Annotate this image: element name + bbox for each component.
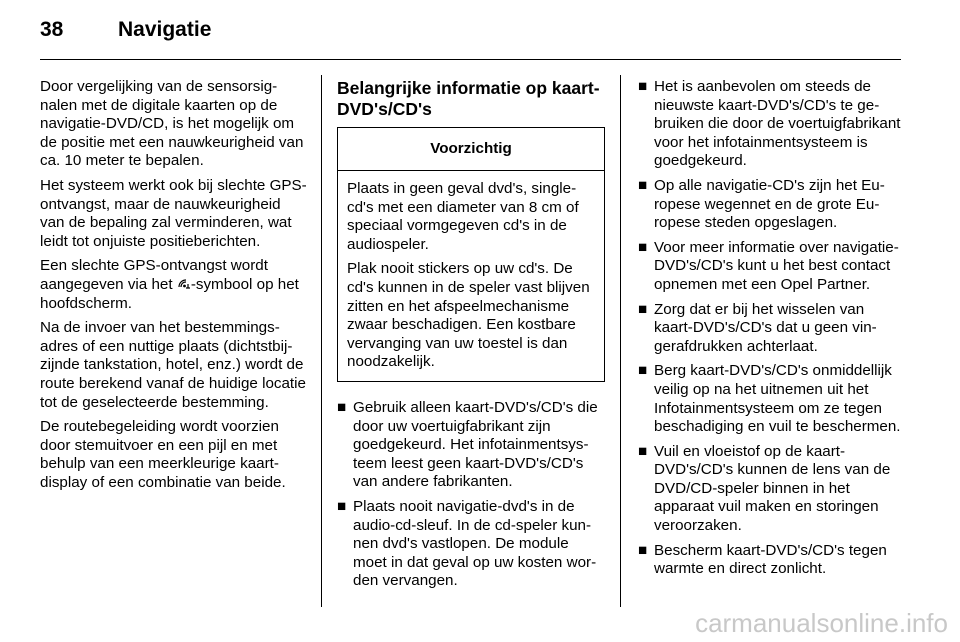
list-item-text: Plaats nooit navigatie-dvd's in de audio-cd-sleuf. In de cd-speler kunnen dvd's vastlopen. De module moet in dat geval op uw kosten worden vervangen. bbox=[353, 497, 597, 590]
caution-paragraph: Plaats in geen geval dvd's, single-cd's met een diameter van 8 cm of speciaal vormgegeven cd's in de audiospeler. bbox=[347, 180, 579, 253]
list-item bbox=[638, 239, 904, 295]
caution-paragraph: Plak nooit stickers op uw cd's. De cd's kunnen in de speler vast blijven zitten en het afspeelmechanisme zwaar beschadigen. Een kostbare vervanging van uw toestel is dan noodzakelijk. bbox=[347, 260, 590, 371]
bullet-icon: ■ bbox=[638, 442, 648, 460]
list-item bbox=[337, 498, 605, 591]
subsection-heading: Belangrijke informatie op kaart-DVD's/CD's bbox=[337, 78, 600, 119]
list-item bbox=[638, 362, 904, 436]
paragraph bbox=[40, 257, 308, 313]
column-right bbox=[638, 78, 904, 585]
header-rule bbox=[40, 59, 901, 60]
paragraph: Door vergelijking van de sensorsignalen met de digitale kaarten op de navigatie-DVD/CD, is het mogelijk om de positie met een nauwkeurigheid van ca. 10 meter te bepalen. bbox=[40, 78, 304, 170]
list-item bbox=[638, 443, 904, 536]
paragraph-text: Een slechte GPS-ontvangst wordt aangegeven via het bbox=[40, 257, 268, 293]
bullet-list bbox=[337, 399, 605, 591]
page-header bbox=[40, 18, 211, 52]
bullet-icon: ■ bbox=[638, 541, 648, 559]
list-item-text: Zorg dat er bij het wisselen van kaart-DVD's/CD's dat u geen vingerafdrukken achterlaat. bbox=[654, 300, 877, 355]
list-item-text: Vuil en vloeistof op de kaart-DVD's/CD's kunnen de lens van de DVD/CD-speler binnen in het apparaat vuil maken en storingen veroorzaken. bbox=[654, 442, 891, 535]
column-divider bbox=[321, 75, 322, 607]
bullet-icon: ■ bbox=[638, 78, 648, 95]
page-number: 38 bbox=[40, 18, 64, 41]
bullet-icon: ■ bbox=[638, 176, 648, 194]
column-divider bbox=[620, 75, 621, 607]
bullet-icon: ■ bbox=[337, 497, 347, 515]
paragraph: Na de invoer van het bestemmingsadres of een nuttige plaats (dichtstbijzijnde tankstation, hotel, enz.) wordt de route berekend vanaf de huidige locatie tot de geselecteerde bestemming. bbox=[40, 319, 306, 411]
caution-title: Voorzichtig bbox=[338, 128, 604, 171]
bullet-icon: ■ bbox=[638, 238, 648, 256]
list-item bbox=[638, 177, 904, 233]
column-middle bbox=[337, 78, 605, 597]
list-item-text: Op alle navigatie-CD's zijn het Europese wegennet en de grote Europese steden opgeslagen. bbox=[654, 176, 885, 232]
paragraph-text: -symbool op het hoofdscherm. bbox=[40, 275, 299, 312]
list-item bbox=[337, 399, 605, 492]
bullet-icon: ■ bbox=[638, 362, 648, 380]
list-item-text: Bescherm kaart-DVD's/CD's tegen warmte en direct zonlicht. bbox=[654, 541, 887, 578]
section-title: Navigatie bbox=[118, 18, 212, 41]
list-item bbox=[638, 542, 904, 579]
column-left bbox=[40, 78, 308, 498]
list-item-text: Berg kaart-DVD's/CD's onmiddellijk veilig op na het uitnemen uit het Infotainmentsysteem om ze tegen beschadiging en vuil te beschermen. bbox=[654, 362, 901, 436]
list-item-text: Gebruik alleen kaart-DVD's/CD's die door uw voertuigfabrikant zijn goedgekeurd. Het infotainmentsysteem leest geen kaart-DVD's/CD's van andere fabrikanten. bbox=[353, 398, 598, 491]
list-item bbox=[638, 301, 904, 357]
bullet-icon: ■ bbox=[638, 300, 648, 318]
bullet-list bbox=[638, 78, 904, 579]
paragraph: De routebegeleiding wordt voorzien door stemuitvoer en een pijl en met behulp van een meerkleurige kaartdisplay of een combinatie van beide. bbox=[40, 418, 286, 491]
caution-box bbox=[337, 127, 605, 382]
gps-no-reception-icon bbox=[177, 278, 191, 290]
list-item-text: Het is aanbevolen om steeds de nieuwste kaart-DVD's/CD's te gebruiken die door de voertuigfabrikant voor het infotainmentsysteem is goedgekeurd. bbox=[654, 78, 901, 170]
list-item-text: Voor meer informatie over navigatie-DVD's/CD's kunt u het best contact opnemen met een Opel Partner. bbox=[654, 238, 899, 293]
paragraph: Het systeem werkt ook bij slechte GPS-ontvangst, maar de nauwkeurigheid van de bepaling zal verminderen, wat leidt tot onjuiste positieberichten. bbox=[40, 176, 307, 250]
list-item bbox=[638, 78, 904, 171]
watermark: carmanualsonline.info bbox=[695, 608, 948, 638]
bullet-icon: ■ bbox=[337, 398, 347, 416]
caution-body bbox=[338, 171, 604, 381]
